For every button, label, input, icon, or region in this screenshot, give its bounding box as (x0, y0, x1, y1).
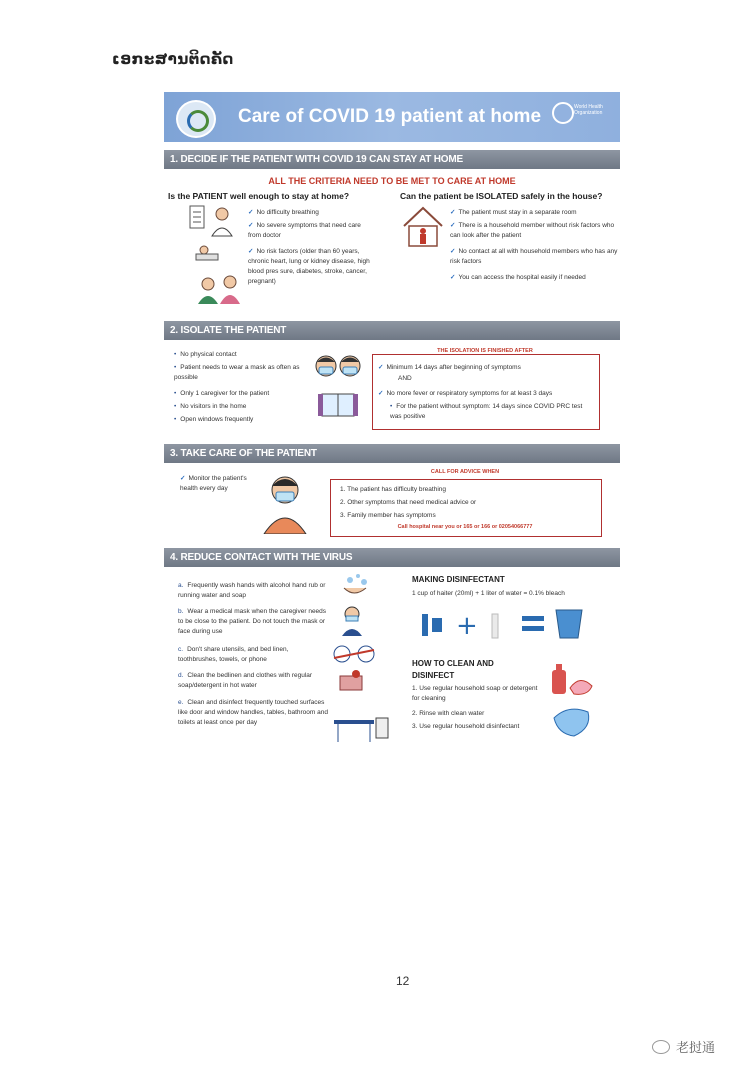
right-criterion-2: ✓ There is a household member without risk factors who can look after the patient (450, 222, 615, 239)
doctor-patient-illustration-icon (188, 204, 244, 308)
reduce-item-b: b. Wear a medical mask when the caregiver needs to be close to the patient. Do not touch the mask or face during use (178, 608, 327, 635)
isolation-condition-1: ✓ Minimum 14 days after beginning of symptoms (378, 364, 521, 371)
svg-text:+: + (456, 611, 478, 641)
advice-condition-1: 1. The patient has difficulty breathing (340, 486, 446, 493)
left-criterion-1: ✓ No difficulty breathing (248, 209, 319, 216)
wechat-watermark-icon (652, 1040, 670, 1054)
isolation-condition-3: • For the patient without symptom: 14 days since COVID PRC test was positive (390, 403, 583, 420)
hotline-text: Call hospital near you or 165 or 166 or 02054066777 (397, 524, 533, 530)
reduce-item-a: a. Frequently wash hands with alcohol hand rub or running water and soap (178, 582, 326, 599)
section-3-header: 3. TAKE CARE OF THE PATIENT (164, 444, 620, 463)
section-4-header: 4. REDUCE CONTACT WITH THE VIRUS (164, 548, 620, 567)
monitor-health-item: ✓ Monitor the patient's health every day (180, 475, 247, 492)
call-for-advice-title: CALL FOR ADVICE WHEN (430, 469, 500, 475)
left-criterion-3: ✓ No risk factors (older than 60 years, chronic heart, lung or kidney disease, high blood pres sure, diabetes, stroke, cancer, pregnant) (248, 248, 370, 285)
page-heading-lao: ເອກະສານຕິດຄັດ (112, 50, 234, 68)
how-to-clean-title: HOW TO CLEAN AND DISINFECT (412, 659, 494, 680)
question-isolated: Can the patient be ISOLATED safely in the house? (400, 191, 603, 201)
disinfectant-recipe: 1 cup of haiter (20ml) + 1 liter of water = 0.1% bleach (412, 590, 565, 597)
house-icon (400, 204, 446, 248)
who-logo-icon (552, 102, 574, 124)
reduce-item-e: e. Clean and disinfect frequently touched surfaces like door and window handles, tables, bathroom and toilets at least once per day (178, 699, 328, 726)
right-criterion-3: ✓ No contact at all with household members who has any risk factors (450, 248, 618, 265)
watermark-text: 老挝通 (676, 1041, 716, 1056)
isolate-item-4: • No visitors in the home (174, 403, 247, 410)
isolation-and: AND (398, 375, 412, 382)
section-2-header: 2. ISOLATE THE PATIENT (164, 321, 620, 340)
clean-step-2: 2. Rinse with clean water (412, 710, 485, 717)
who-logo-text: World Health Organization (574, 104, 603, 116)
masked-people-window-icon (314, 354, 362, 418)
cleaning-supplies-icon (548, 662, 604, 744)
poster-title: Care of COVID 19 patient at home (238, 106, 542, 127)
isolate-item-2: • Patient needs to wear a mask as often as possible (174, 364, 300, 381)
right-criterion-1: ✓ The patient must stay in a separate room (450, 209, 577, 216)
isolate-item-1: • No physical contact (174, 351, 237, 358)
masked-patient-icon (260, 472, 310, 534)
clean-step-1: 1. Use regular household soap or detergent for cleaning (412, 685, 538, 702)
reduce-item-c: c. Don't share utensils, and bed linen, toothbrushes, towels, or phone (178, 646, 289, 663)
reduce-item-d: d. Clean the bedlinen and clothes with regular soap/detergent in hot water (178, 672, 313, 689)
lao-health-logo-icon (176, 100, 216, 138)
right-criterion-4: ✓ You can access the hospital easily if needed (450, 274, 586, 281)
advice-condition-3: 3. Family member has symptoms (340, 512, 436, 519)
isolate-item-3: • Only 1 caregiver for the patient (174, 390, 270, 397)
clean-step-3: 3. Use regular household disinfectant (412, 723, 520, 730)
disinfectant-formula-icon (418, 604, 598, 644)
page-number: 12 (396, 974, 410, 988)
isolation-finished-title: THE ISOLATION IS FINISHED AFTER (437, 348, 533, 354)
covid-care-poster (164, 92, 620, 760)
criteria-heading: ALL THE CRITERIA NEED TO BE MET TO CARE AT HOME (268, 176, 516, 186)
section-1-header: 1. DECIDE IF THE PATIENT WITH COVID 19 CAN STAY AT HOME (164, 150, 620, 169)
advice-condition-2: 2. Other symptoms that need medical advice or (340, 499, 477, 506)
making-disinfectant-title: MAKING DISINFECTANT (412, 575, 505, 584)
isolation-condition-2: ✓ No more fever or respiratory symptoms for at least 3 days (378, 390, 553, 397)
left-criterion-2: ✓ No severe symptoms that need care from doctor (248, 222, 361, 239)
isolate-item-5: • Open windows frequently (174, 416, 254, 423)
poster-banner (164, 92, 620, 142)
hygiene-illustrations-icon (330, 570, 394, 754)
question-well-enough: Is the PATIENT well enough to stay at home? (168, 191, 350, 201)
